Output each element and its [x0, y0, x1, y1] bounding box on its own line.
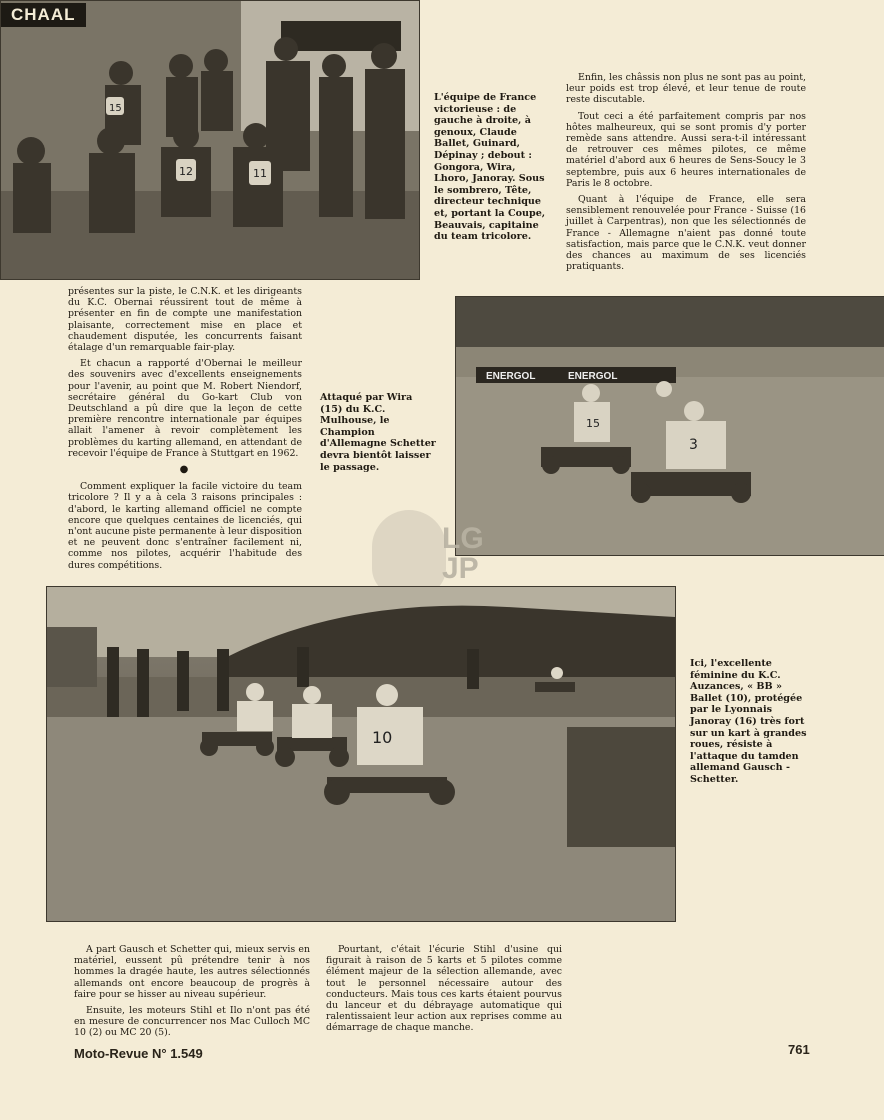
caption-bb-ballet: Ici, l'excellente féminine du K.C. Auzances, « BB » Ballet (10), protégée par le Lyonnais Janoray (16) très fort sur un kart à grandes roues, résiste à l'attaque du tamden allemand Gausch - Schetter. [690, 658, 807, 785]
kart-3: 3 [689, 437, 698, 453]
paragraph: Pourtant, c'était l'écurie Stihl d'usine qui figurait à raison de 5 karts et 5 pilotes comme élément majeur de la sélection allemande, avec tout le personnel nécessaire autour des conducteurs. Mais tous ces karts étaient pourvus du lanceur et du débrayage automatique qui ralentissaient leur action aux reprises comme au démarrage de chaque manche. [326, 944, 562, 1034]
watermark-head [372, 510, 446, 596]
bib-11: 11 [253, 167, 267, 180]
magazine-footer: Moto-Revue N° 1.549 [74, 1046, 203, 1061]
paragraph: A part Gausch et Schetter qui, mieux servis en matériel, eussent pû prétendre tenir à nos hommes la dragée haute, les autres sélectionnés allemands ont encore beaucoup de progrès à faire pour se hisser au niveau supérieur. [74, 944, 310, 1000]
energol-banner-2: ENERGOL [568, 371, 618, 382]
article-col-bottom-right [326, 944, 562, 1039]
article-col-right-top [566, 72, 806, 277]
paragraph: Enfin, les châssis non plus ne sont pas au point, leur poids est trop élevé, et leur tenue de route reste discutable. [566, 72, 806, 106]
race-photo-karts [46, 586, 676, 922]
race-photo-energol [455, 296, 884, 556]
banner-sign: CHAAL [1, 3, 86, 27]
separator-dot: ● [179, 464, 191, 476]
paragraph: présentes sur la piste, le C.N.K. et les dirigeants du K.C. Obernai réussirent tout de même à présenter en fin de compte une manifestation plaisante, correctement mise en place et chaudement disputée, les concurrents faisant étalage d'un remarquable fair-play. [68, 286, 302, 354]
paragraph: Quant à l'équipe de France, elle sera sensiblement renouvelée pour France - Suisse (16 juillet à Carpentras), non que les sélectionnés de France - Allemagne n'aient pas donné toute satisfaction, mais parce que le C.N.K. veut donner des chances au maximum de ses licenciés pratiquants. [566, 194, 806, 273]
watermark-text: LG JP [442, 522, 484, 585]
svg-text:15: 15 [109, 103, 122, 114]
page-number: 761 [788, 1042, 810, 1057]
paragraph: Tout ceci a été parfaitement compris par nos hôtes malheureux, qui se sont promis d'y porter remède sans attendre. Aussi sera-t-il intéressant de retrouver ces mêmes pilotes, ce même matériel d'abord aux 6 heures de Sens-Soucy le 3 septembre, puis aux 6 heures internationales de Paris le 8 octobre. [566, 110, 806, 189]
kart-15: 15 [586, 417, 600, 430]
kart-10: 10 [372, 728, 393, 747]
caption-team-france: L'équipe de France victorieuse : de gauche à droite, à genoux, Claude Ballet, Guinard, Dépinay ; debout : Gongora, Wira, Lhoro, Janoray. Sous le sombrero, Tête, directeur technique et, portant la Coupe, Beauvais, capitaine du team tricolore. [434, 92, 546, 243]
bib-12: 12 [179, 165, 193, 178]
energol-banner-1: ENERGOL [486, 371, 536, 382]
paragraph: Ensuite, les moteurs Stihl et Ilo n'ont pas été en mesure de concurrencer nos Mac Culloch MC 10 (2) ou MC 20 (5). [74, 1005, 310, 1039]
article-col-bottom-left [74, 944, 310, 1044]
watermark [372, 510, 516, 596]
paragraph: Comment expliquer la facile victoire du team tricolore ? Il y a à cela 3 raisons principales : d'abord, le karting allemand officiel ne compte encore que quelques centaines de licenciés, qui n'ont aucune piste permanente à leur disposition et ne peuvent donc s'entraîner facilement ni, comme nos pilotes, acquérir l'habitude des dures compétitions. [68, 481, 302, 571]
article-col-left-mid [68, 286, 302, 576]
paragraph: Et chacun a rapporté d'Obernai le meilleur des souvenirs avec d'excellents enseignements pour l'avenir, au point que M. Robert Niendorf, secrétaire général du Go-kart Club von Deutschland a pû dire que la leçon de cette première rencontre internationale par équipes allait l'amener à revoir complètement les problèmes du karting allemand, en attendant de recevoir l'équipe de France à Stuttgart en 1962. [68, 358, 302, 459]
team-photo [0, 0, 420, 280]
caption-attack-wira: Attaqué par Wira (15) du K.C. Mulhouse, le Champion d'Allemagne Schetter devra bientôt laisser le passage. [320, 392, 436, 473]
